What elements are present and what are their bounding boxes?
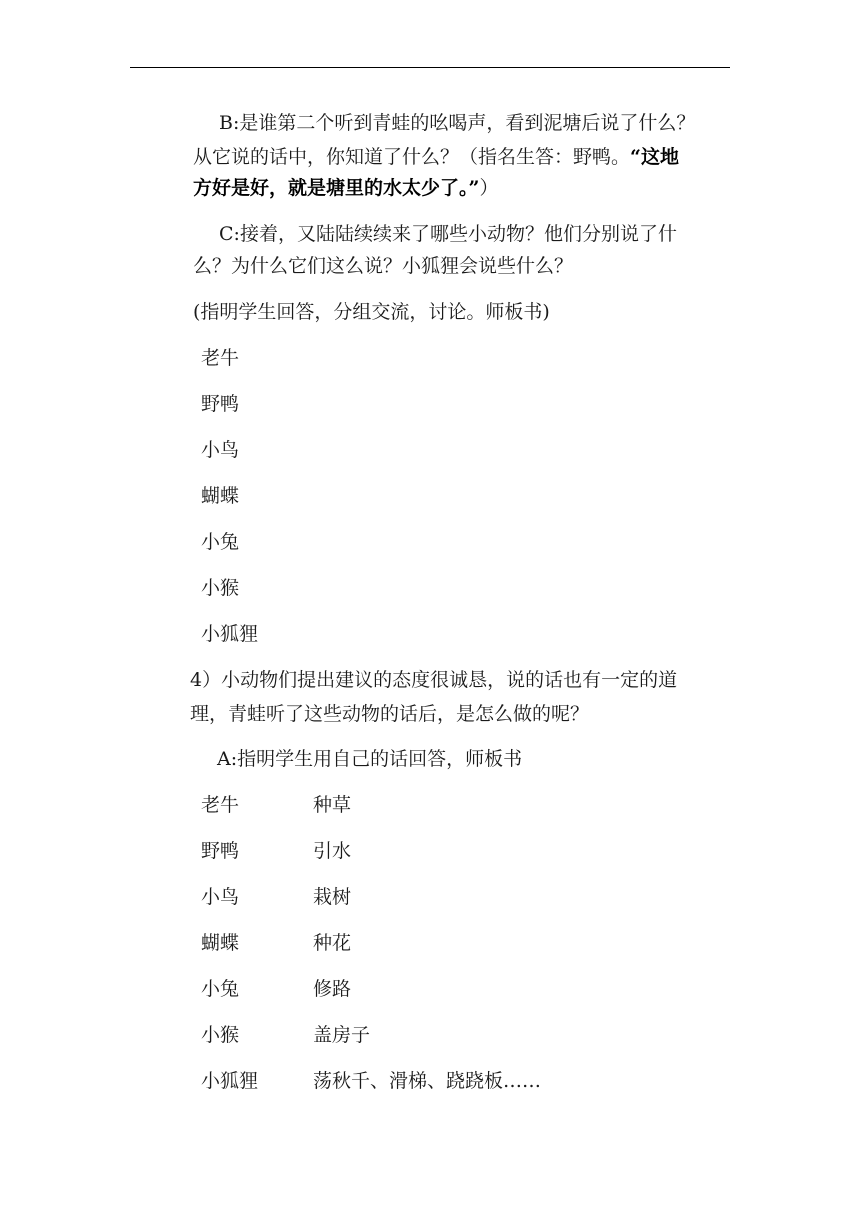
- para-b-line2-text: 从它说的话中，你知道了什么？（指名生答：野鸭。: [193, 146, 631, 168]
- list2-action: 盖房子: [313, 1024, 371, 1046]
- list1-item: 小鸟: [201, 439, 240, 461]
- list1-item: 老牛: [201, 347, 240, 369]
- list2-animal: 野鸭: [201, 840, 240, 862]
- list1-item: 野鸭: [201, 393, 240, 415]
- list2-action: 引水: [313, 840, 352, 862]
- list2-action: 种花: [313, 932, 352, 954]
- para-b-line2: [193, 145, 679, 169]
- list1-item: 小猴: [201, 577, 240, 599]
- list2-animal: 老牛: [201, 794, 240, 816]
- list2-action: 种草: [313, 794, 352, 816]
- header-rule: [130, 67, 730, 68]
- para-b-close: ）: [479, 177, 499, 199]
- list2-animal: 小鸟: [201, 886, 240, 908]
- para-b-quote-end: 方好是好，就是塘里的水太少了。”: [193, 177, 480, 199]
- list2-animal: 小猴: [201, 1024, 240, 1046]
- list1-item: 蝴蝶: [201, 485, 240, 507]
- answer-a-line: A:指明学生用自己的话回答，师板书: [217, 748, 523, 770]
- list1-item: 小狐狸: [201, 623, 259, 645]
- list2-animal: 小狐狸: [201, 1070, 259, 1092]
- para-b-line1: B:是谁第二个听到青蛙的吆喝声，看到泥塘后说了什么？: [219, 112, 696, 134]
- question4-line2: 理，青蛙听了这些动物的话后，是怎么做的呢？: [190, 703, 590, 725]
- list2-animal: 蝴蝶: [201, 932, 240, 954]
- list2-action: 修路: [313, 978, 352, 1000]
- list2-action: 荡秋千、滑梯、跷跷板……: [313, 1070, 542, 1092]
- para-b-line3: [193, 176, 498, 200]
- para-c-line2: 么？为什么它们这么说？小狐狸会说些什么？: [193, 255, 574, 277]
- para-c-line1: C:接着，又陆陆续续来了哪些小动物？他们分别说了什: [219, 223, 677, 245]
- list2-animal: 小兔: [201, 978, 240, 1000]
- para-b-quote-start: “这地: [630, 146, 679, 168]
- question4-line1: 4）小动物们提出建议的态度很诚恳，说的话也有一定的道: [190, 669, 678, 691]
- instruction-line: (指明学生回答，分组交流，讨论。师板书): [193, 301, 550, 323]
- list1-item: 小兔: [201, 531, 240, 553]
- list2-action: 栽树: [313, 886, 352, 908]
